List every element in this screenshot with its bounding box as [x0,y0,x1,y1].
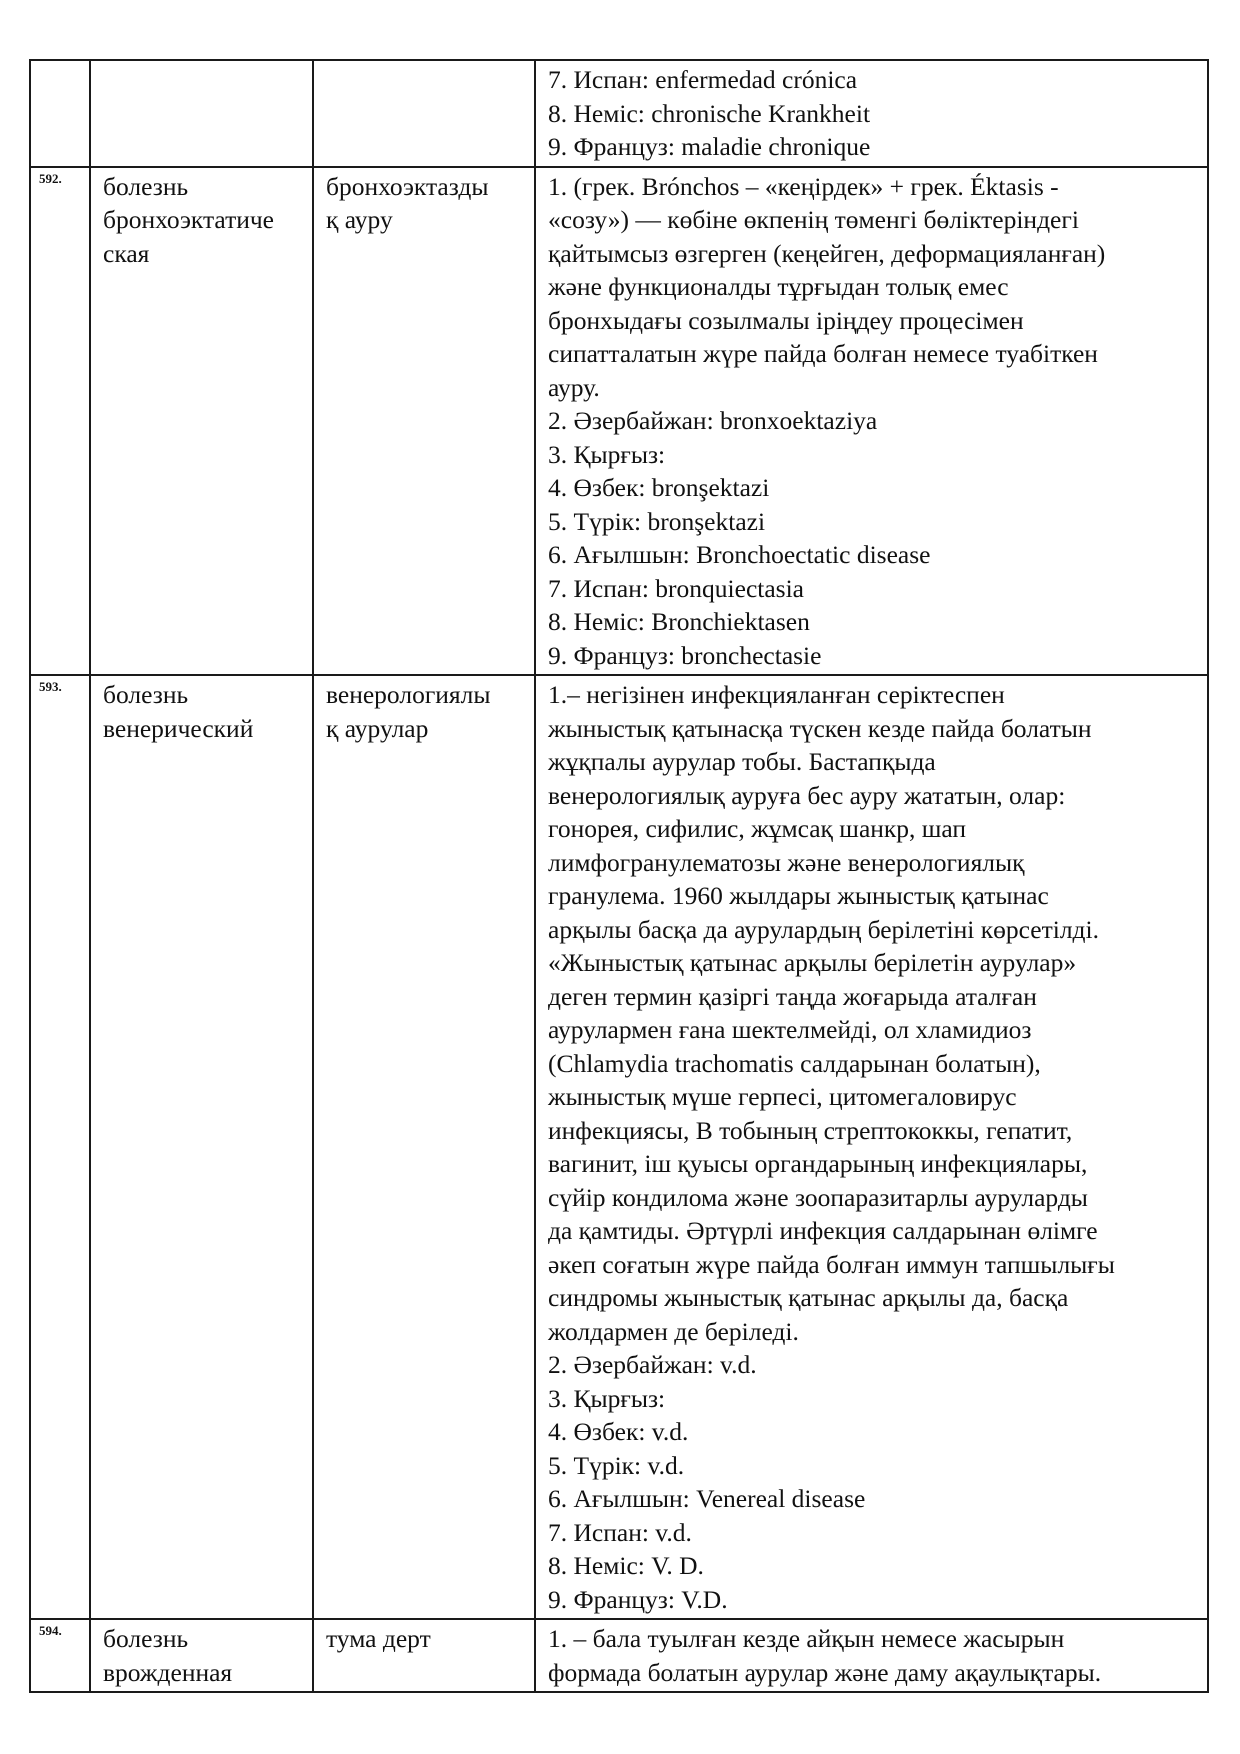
dictionary-table [29,59,1209,1693]
translation-line: 5. Түрік: v.d. [548,1450,685,1480]
definition-line: деген термин қазіргі таңда жоғарыда аталған [548,981,1037,1011]
definition-line: бронхыдағы созылмалы іріңдеу процесімен [548,305,1024,335]
definition-line: венерологиялық ауруға бес ауру жататын, олар: [548,780,1066,810]
definition-line: 1.– негізінен инфекцияланған серіктеспен [548,680,1005,709]
definition-line: жыныстық мүше герпесі, цитомегаловирус [548,1082,1017,1111]
russian-term-line: болезнь [103,1624,189,1653]
definition-line: аурулармен ғана шектелмейді, ол хламидиоз [548,1015,1032,1044]
translation-line: 9. Француз: bronchectasie [548,640,822,670]
kazakh-term-line: венерологиялы [326,680,491,709]
definition-line: 1. (грек. Brónchos – «кеңірдек» + грек. Éktasis - [548,171,1059,201]
translation-line: 4. Өзбек: v.d. [548,1417,689,1446]
russian-term-line: ская [103,238,150,268]
definition-line: синдромы жыныстық қатынас арқылы да, басқа [548,1283,1069,1312]
russian-term-line: бронхоэктатиче [103,205,275,234]
definition-line: ауру. [548,372,600,402]
translation-line: 9. Француз: V.D. [548,1584,728,1614]
kazakh-term-line: бронхоэктазды [326,171,489,201]
definition-line: қайтымсыз өзгерген (кеңейген, деформацияланған) [548,238,1106,268]
translation-line: 6. Ағылшын: Venereal disease [548,1484,866,1513]
translation-line: 2. Әзербайжан: bronxoektaziya [548,406,878,435]
translation-line: 8. Неміс: Bronchiektasen [548,607,810,636]
definition-line: «Жыныстық қатынас арқылы берілетін аурулар» [548,948,1077,977]
definition-line: инфекциясы, В тобының стрептококкы, гепатит, [548,1115,1073,1145]
kazakh-term-line: тума дерт [326,1624,431,1653]
translation-line: 7. Испан: v.d. [548,1517,692,1547]
definition-line: да қамтиды. Әртүрлі инфекция салдарынан өлімге [548,1216,1098,1245]
definition-line: әкеп соғатын жүре пайда болған иммун тапшылығы [548,1249,1115,1279]
russian-term-cell [90,675,313,1619]
entry-number [30,60,90,167]
definition-cell [535,675,1208,1619]
definition-line: гранулема. 1960 жылдары жыныстық қатынас [548,881,1049,910]
entry-number: 592. [30,167,90,676]
table-row [30,675,1208,1619]
definition-line: «созу») — көбіне өкпенің төменгі бөліктеріндегі [548,205,1079,234]
definition-line: арқылы басқа да аурулардың берілетіні көрсетілді. [548,914,1099,944]
entry-number: 594. [30,1619,90,1692]
definition-line: 1. – бала туылған кезде айқын немесе жасырын [548,1624,1065,1653]
definition-cell [535,167,1208,676]
definition-line: вагинит, іш қуысы органдарының инфекциялары, [548,1149,1088,1178]
translation-line: 4. Өзбек: bronşektazi [548,473,770,502]
definition-line: сүйір кондилома және зоопаразитарлы ауруларды [548,1182,1088,1212]
table-row [30,167,1208,676]
russian-term-cell [90,60,313,167]
definition-cell [535,1619,1208,1692]
russian-term-line: болезнь [103,171,189,201]
definition-line: сипатталатын жүре пайда болған немесе туабіткен [548,339,1098,368]
translation-line: 3. Қырғыз: [548,1383,666,1413]
table-row [30,1619,1208,1692]
translation-line: 8. Неміс: chronische Krankheit [548,98,871,128]
translation-line: 7. Испан: bronquiectasia [548,573,804,603]
russian-term-cell [90,167,313,676]
russian-term-line: венерический [103,713,254,743]
translation-line: 6. Ағылшын: Bronchoectatic disease [548,540,931,569]
definition-cell [535,60,1208,167]
entry-number: 593. [30,675,90,1619]
translation-line: 7. Испан: enfermedad crónica [548,65,858,94]
russian-term-cell [90,1619,313,1692]
definition-line: жыныстық қатынасқа түскен кезде пайда болатын [548,713,1092,743]
definition-line: лимфогранулематозы және венерологиялық [548,847,1025,877]
kazakh-term-cell [313,167,535,676]
translation-line: 2. Әзербайжан: v.d. [548,1350,757,1379]
kazakh-term-cell [313,675,535,1619]
russian-term-line: врожденная [103,1657,233,1687]
kazakh-term-cell [313,60,535,167]
definition-line: (Chlamydia trachomatis салдарынан болатын), [548,1048,1041,1078]
russian-term-line: болезнь [103,680,189,709]
translation-line: 8. Неміс: V. D. [548,1551,704,1580]
definition-line: формада болатын аурулар және даму ақаулықтары. [548,1657,1102,1687]
translation-line: 3. Қырғыз: [548,439,666,469]
definition-line: және функционалды тұрғыдан толық емес [548,272,1009,301]
translation-line: 5. Түрік: bronşektazi [548,506,766,536]
kazakh-term-line: қ ауру [326,205,393,234]
definition-line: гонорея, сифилис, жұмсақ шанкр, шап [548,814,967,843]
table-row [30,60,1208,167]
definition-line: жұқпалы аурулар тобы. Бастапқыда [548,747,936,776]
kazakh-term-cell [313,1619,535,1692]
kazakh-term-line: қ аурулар [326,713,429,743]
dictionary-table-body [30,60,1208,1692]
translation-line: 9. Француз: maladie chronique [548,132,871,161]
definition-line: жолдармен де беріледі. [548,1316,799,1346]
